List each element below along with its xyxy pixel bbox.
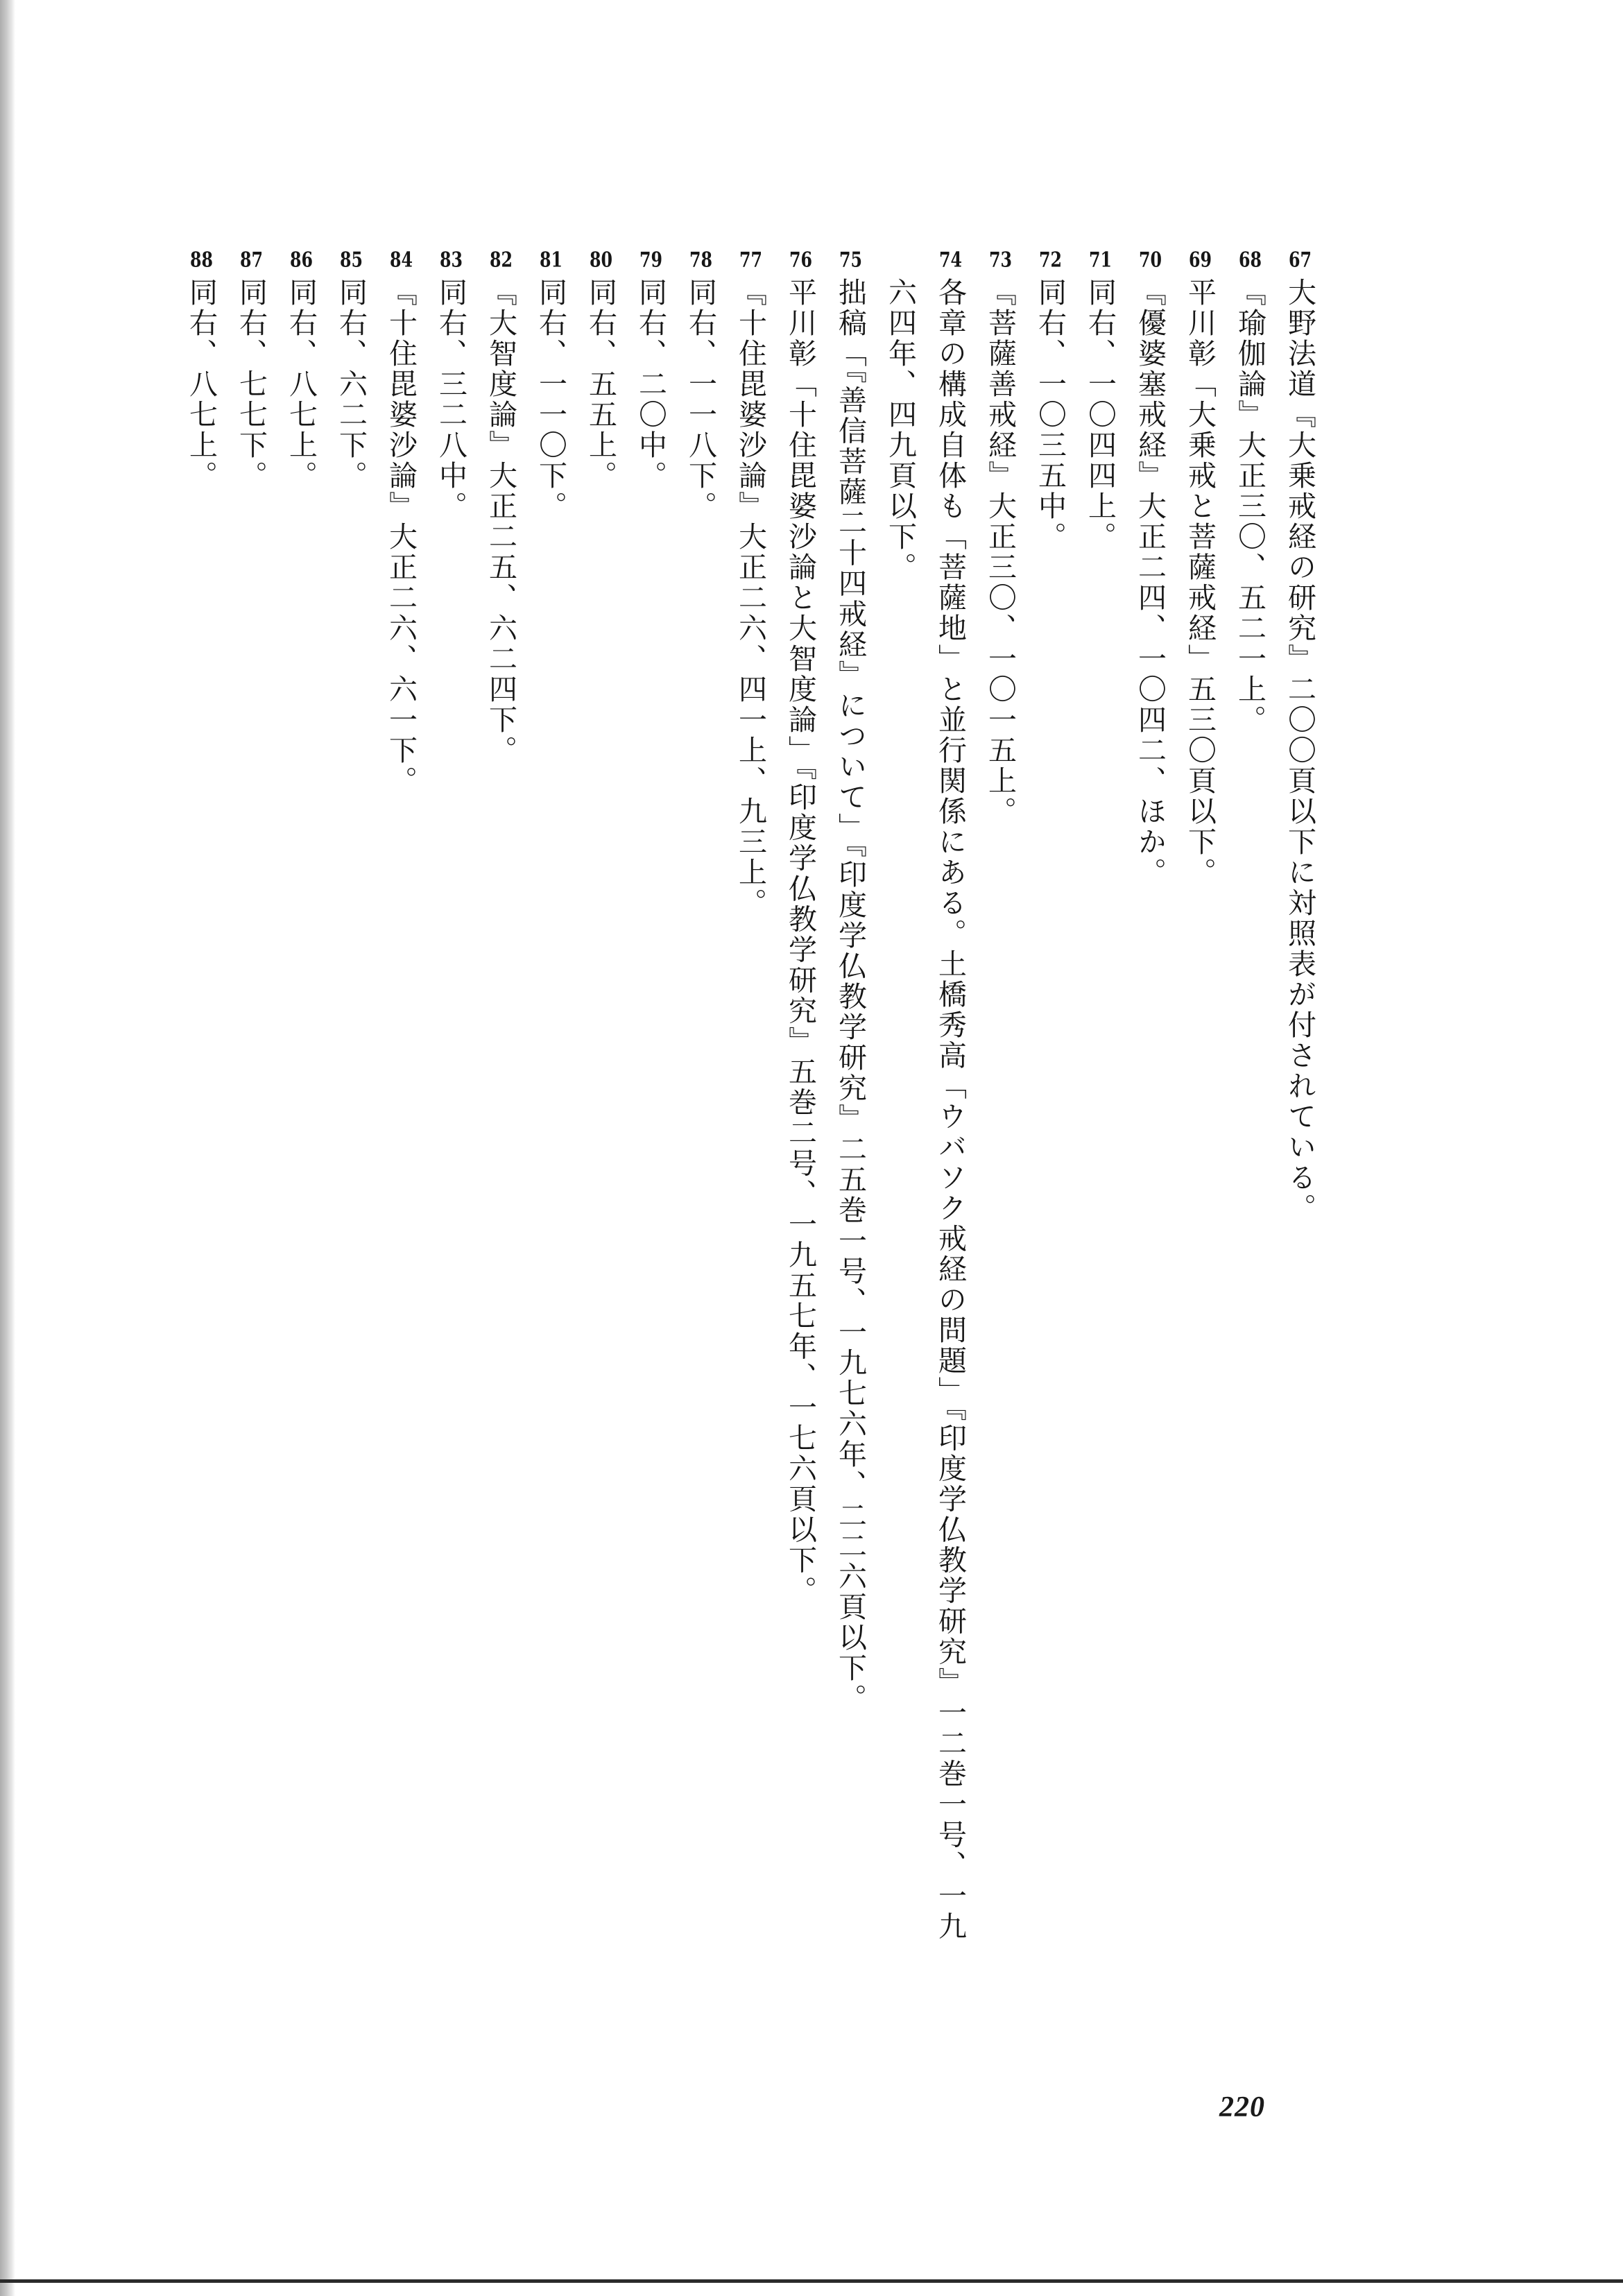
note-text: 平川彰「大乗戒と菩薩戒経」五三〇頁以下。	[1183, 277, 1217, 888]
note-74-continuation	[875, 250, 925, 1984]
bottom-edge-rule	[0, 2279, 1623, 2283]
note-75	[825, 250, 875, 1984]
note-78	[676, 250, 725, 1984]
note-81	[526, 250, 576, 1984]
note-80	[576, 250, 626, 1984]
page-number: 220	[1219, 2091, 1265, 2123]
note-84	[376, 250, 426, 1984]
note-70	[1125, 250, 1175, 1984]
note-text: 大野法道『大乗戒経の研究』二〇〇頁以下に対照表が付されている。	[1283, 277, 1316, 1224]
note-text-continued: 六四年、四九頁以下。	[884, 277, 917, 583]
note-number: 75	[839, 250, 862, 271]
note-71	[1075, 250, 1125, 1984]
note-87	[226, 250, 276, 1984]
note-text: 各章の構成自体も「菩薩地」と並行関係にある。土橋秀高「ウバソク戒経の問題」『印度学仏教学研究』一二巻一号、一九	[934, 277, 967, 1942]
note-number: 74	[939, 250, 962, 271]
note-text: 同右、五五上。	[584, 277, 617, 491]
note-68	[1225, 250, 1275, 1984]
note-text: 『瑜伽論』大正三〇、五二一上。	[1233, 277, 1266, 735]
note-text: 同右、六二下。	[334, 277, 368, 491]
note-text: 『十住毘婆沙論』大正二六、四一上、九三上。	[734, 277, 767, 918]
note-number: 82	[490, 250, 513, 271]
note-82	[476, 250, 526, 1984]
note-77	[725, 250, 775, 1984]
scan-edge-shading	[0, 0, 15, 2296]
note-number: 80	[590, 250, 612, 271]
note-72	[1025, 250, 1075, 1984]
note-text: 同右、一〇四四上。	[1083, 277, 1117, 552]
note-text: 『大智度論』大正二五、六二四下。	[484, 277, 517, 766]
note-number: 86	[290, 250, 313, 271]
note-number: 79	[639, 250, 662, 271]
note-79	[626, 250, 676, 1984]
note-67	[1275, 250, 1325, 1984]
note-text: 同右、八七上。	[184, 277, 218, 491]
note-text: 『十住毘婆沙論』大正二六、六一下。	[384, 277, 418, 796]
note-number: 71	[1089, 250, 1112, 271]
note-number: 87	[240, 250, 263, 271]
note-74	[925, 250, 975, 1984]
note-text: 同右、七七下。	[234, 277, 268, 491]
note-number: 70	[1139, 250, 1162, 271]
note-text: 同右、八七上。	[284, 277, 318, 491]
note-number: 69	[1189, 250, 1212, 271]
note-number: 78	[689, 250, 712, 271]
note-number: 72	[1039, 250, 1062, 271]
note-text: 同右、一一〇下。	[534, 277, 567, 522]
note-number: 77	[739, 250, 762, 271]
note-85	[326, 250, 376, 1984]
note-number: 84	[390, 250, 413, 271]
endnotes-block	[166, 250, 1325, 1984]
note-86	[276, 250, 326, 1984]
note-69	[1175, 250, 1225, 1984]
note-text: 拙稿「『善信菩薩二十四戒経』について」『印度学仏教学研究』二五巻一号、一九七六年、二二六頁以下。	[834, 277, 867, 1714]
note-text: 同右、三二八中。	[434, 277, 467, 522]
note-number: 83	[440, 250, 463, 271]
note-number: 85	[340, 250, 363, 271]
note-number: 76	[789, 250, 812, 271]
note-text: 『優婆塞戒経』大正二四、一〇四二、ほか。	[1133, 277, 1167, 888]
note-text: 同右、一〇三五中。	[1033, 277, 1067, 552]
note-88	[176, 250, 226, 1984]
note-83	[426, 250, 476, 1984]
note-number: 88	[190, 250, 213, 271]
note-76	[775, 250, 825, 1984]
note-number: 73	[989, 250, 1012, 271]
note-73	[975, 250, 1025, 1984]
note-number: 67	[1289, 250, 1312, 271]
note-text: 平川彰「十住毘婆沙論と大智度論」『印度学仏教学研究』五巻二号、一九五七年、一七六頁以下。	[784, 277, 817, 1607]
note-text: 同右、二〇中。	[634, 277, 667, 491]
note-text: 同右、一一八下。	[684, 277, 717, 522]
note-number: 81	[540, 250, 563, 271]
note-text: 『菩薩善戒経』大正三〇、一〇一五上。	[984, 277, 1017, 827]
note-number: 68	[1239, 250, 1262, 271]
